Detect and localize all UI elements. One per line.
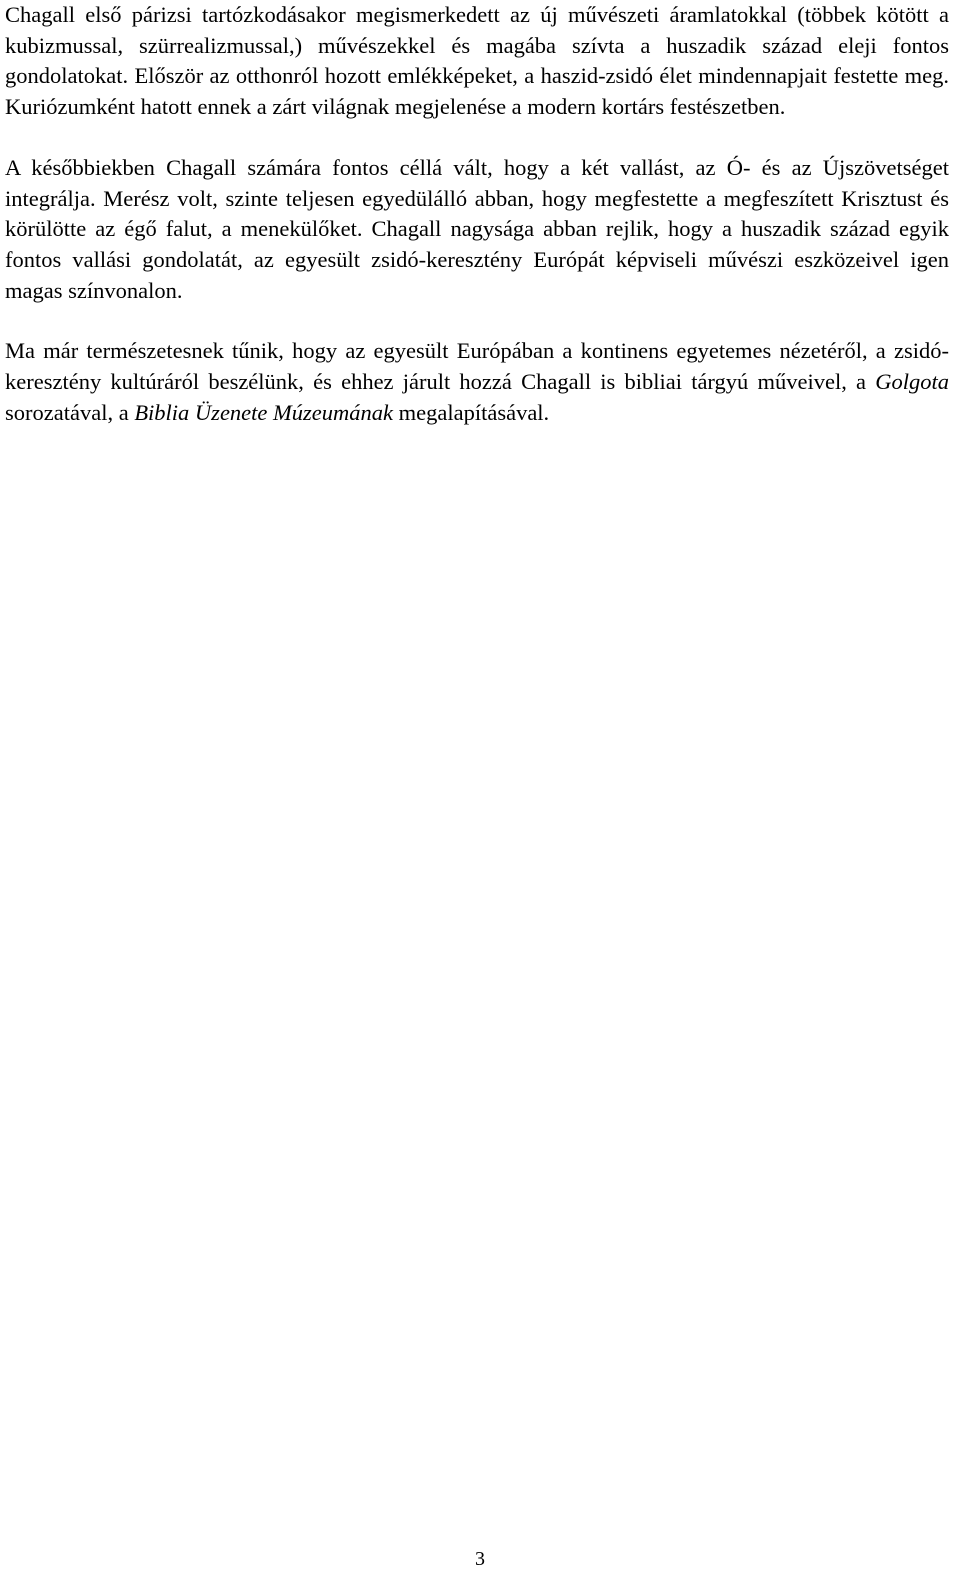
paragraph-3 <box>5 336 949 428</box>
page-number: 3 <box>475 1548 485 1570</box>
golgota-title: Golgota <box>875 369 949 395</box>
document-body <box>5 0 949 458</box>
paragraph-2: A későbbiekben Chagall számára fontos céllá vált, hogy a két vallást, az Ó- és az Újszövetséget integrálja. Merész volt, szinte teljesen egyedülálló abban, hogy megfestette a megfeszített Krisztust és körülötte az égő falut, a menekülőket. Chagall nagysága abban rejlik, hogy a huszadik század egyik fontos vallási gondolatát, az egyesült zsidó-keresztény Európát képviseli művészi eszközeivel igen magas színvonalon. <box>5 154 949 303</box>
paragraph-3-text-3: megalapításával. <box>393 399 550 425</box>
paragraph-3-text-2: sorozatával, a <box>5 399 135 425</box>
paragraph-3-text-1: Ma már természetesnek tűnik, hogy az egyesült Európában a kontinens egyetemes nézetéről, a zsidó-keresztény kultúráról beszélünk, és ehhez járult hozzá Chagall is bibliai tárgyú műveivel, a <box>5 338 949 395</box>
paragraph-1: Chagall első párizsi tartózkodásakor megismerkedett az új művészeti áramlatokkal (többek kötött a kubizmussal, szürrealizmussal,) művészekkel és magába szívta a huszadik század eleji fontos gondolatokat. Először az otthonról hozott emlékképeket, a haszid-zsidó élet mindennapjait festette meg. Kuriózumként hatott ennek a zárt világnak megjelenése a modern kortárs festészetben. <box>5 2 949 120</box>
museum-title: Biblia Üzenete Múzeumának <box>134 399 393 425</box>
